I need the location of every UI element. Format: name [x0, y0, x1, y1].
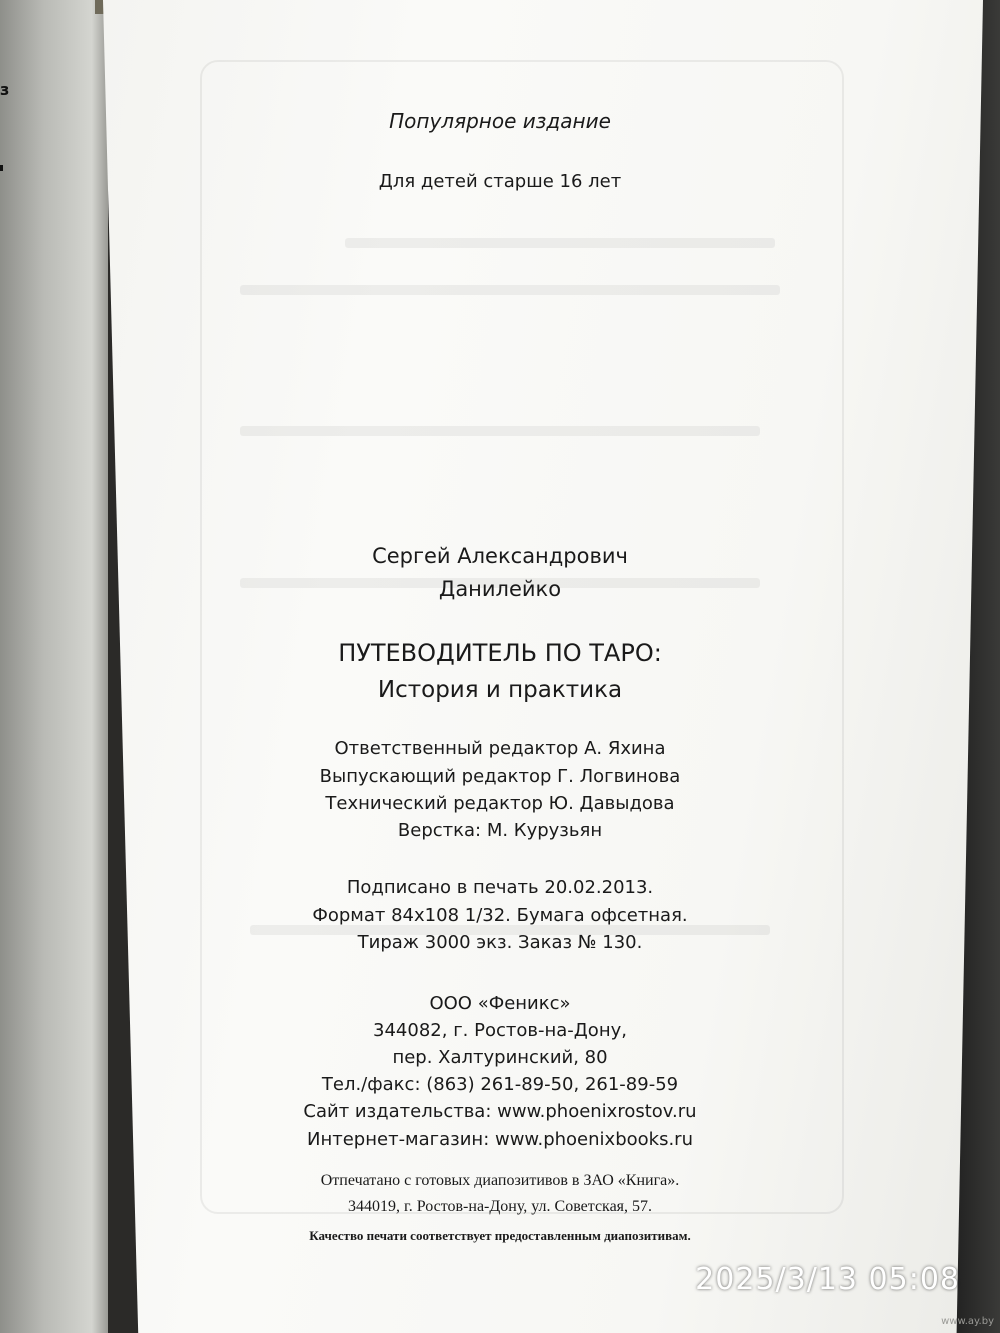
author-name: Сергей Александрович: [372, 544, 628, 568]
printer-line: 344019, г. Ростов-на-Дону, ул. Советская, 57.: [347, 1198, 653, 1215]
credit-line: Выпускающий редактор Г. Логвинова: [319, 766, 681, 787]
left-page-glyph: з: [0, 80, 10, 99]
publisher-line: Сайт издательства: www.phoenixrostov.ru: [303, 1101, 697, 1122]
publisher-line: Тел./факс: (863) 261-89-50, 261-89-59: [321, 1074, 679, 1095]
printer-line: Отпечатано с готовых диапозитивов в ЗАО «Книга».: [320, 1172, 680, 1189]
show-through-text: [345, 238, 775, 248]
credit-line: Технический редактор Ю. Давыдова: [325, 793, 675, 814]
publisher-line: пер. Халтуринский, 80: [392, 1047, 608, 1068]
age-rating: Для детей старше 16 лет: [378, 171, 622, 192]
print-info-line: Формат 84x108 1/32. Бумага офсетная.: [312, 905, 688, 926]
credit-line: Верстка: М. Курузьян: [397, 820, 603, 841]
show-through-text: [240, 426, 760, 436]
author-surname: Данилейко: [438, 577, 562, 601]
edition-type: Популярное издание: [389, 109, 611, 133]
publisher-line: 344082, г. Ростов-на-Дону,: [373, 1020, 627, 1041]
publisher-line: ООО «Феникс»: [429, 993, 571, 1014]
publisher-line: Интернет-магазин: www.phoenixbooks.ru: [307, 1129, 693, 1150]
site-watermark: www.ay.by: [941, 1316, 994, 1327]
print-info-line: Тираж 3000 экз. Заказ № 130.: [357, 932, 643, 953]
photo-timestamp: 2025/3/13 05:08: [695, 1262, 960, 1297]
credit-line: Ответственный редактор А. Яхина: [334, 738, 666, 759]
show-through-text: [240, 285, 780, 295]
quality-note: Качество печати соответствует предоставленным диапозитивам.: [309, 1228, 691, 1243]
print-info-line: Подписано в печать 20.02.2013.: [346, 877, 654, 898]
book-title: ПУТЕВОДИТЕЛЬ ПО ТАРО:: [338, 639, 662, 667]
book-subtitle: История и практика: [377, 677, 623, 703]
